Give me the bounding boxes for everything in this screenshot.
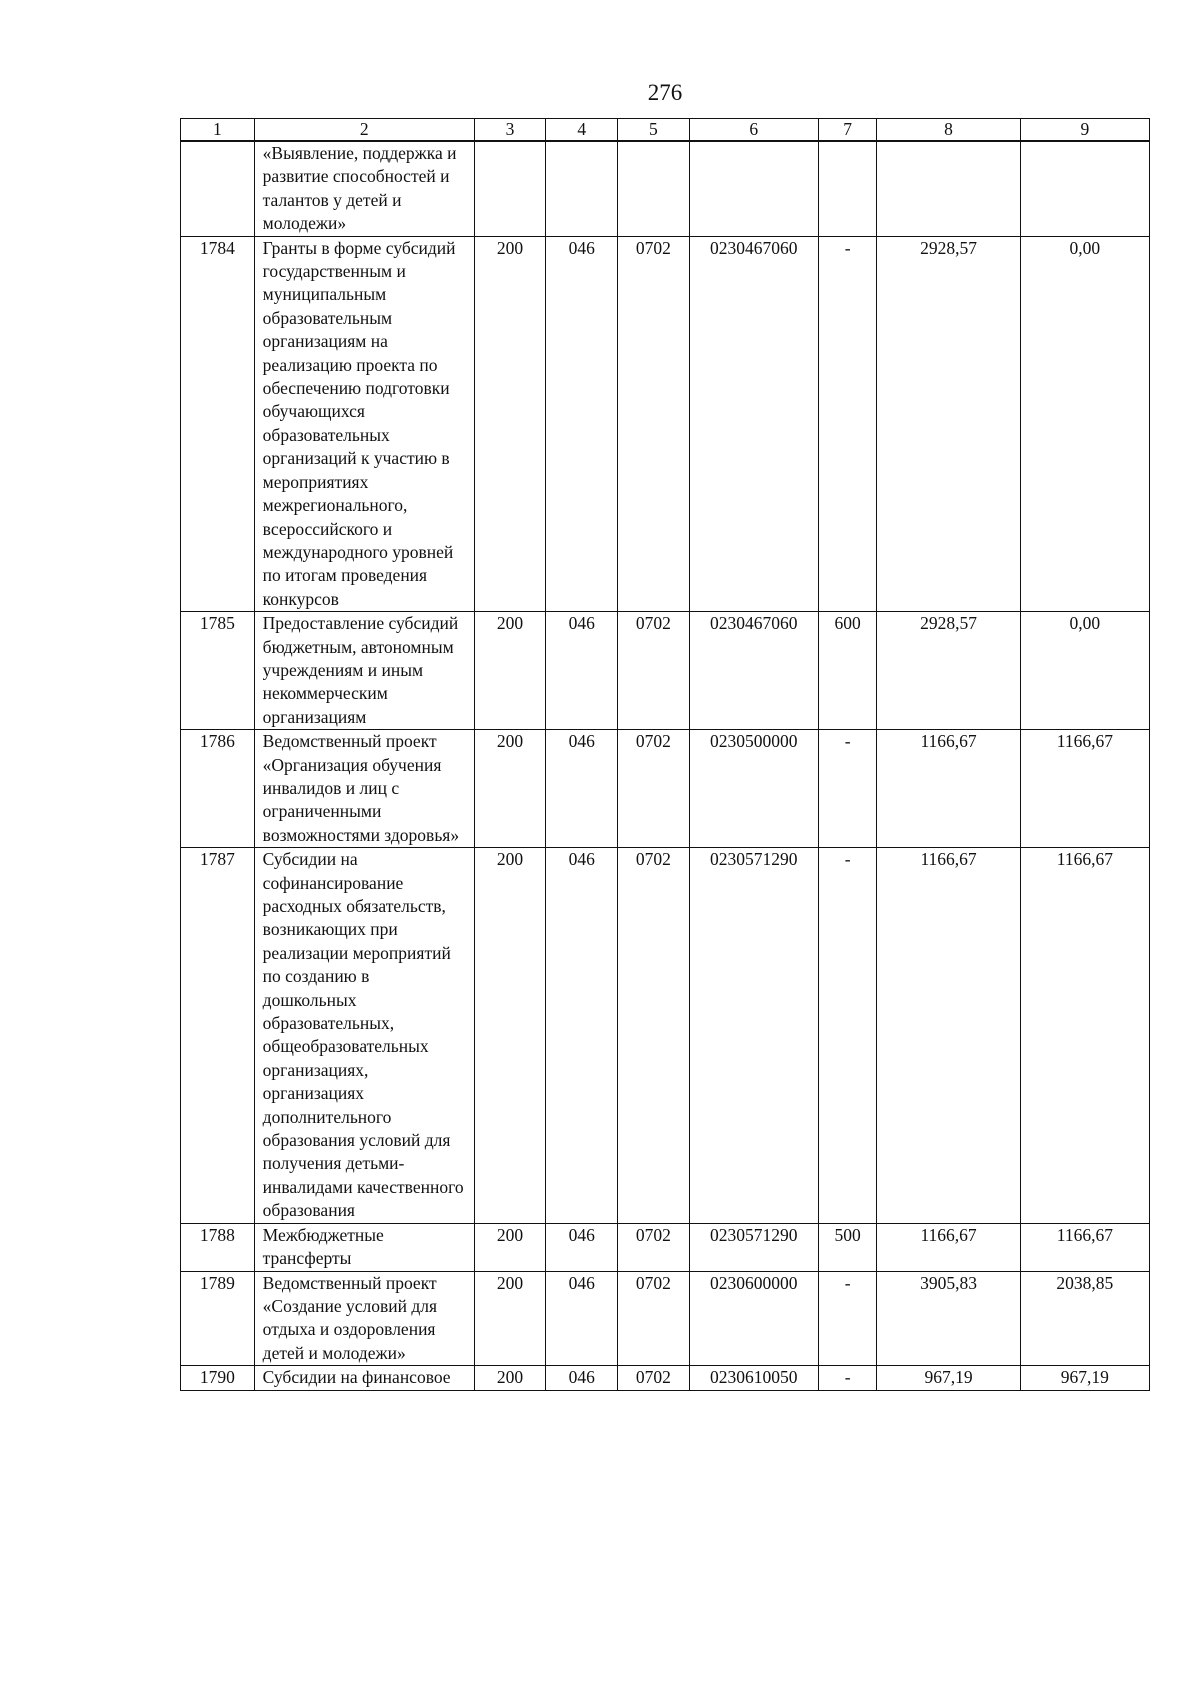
cell-col5: 0702 [618, 1271, 690, 1366]
cell-col3: 200 [474, 1223, 546, 1271]
col-header-1: 1 [181, 119, 255, 142]
cell-col4: 046 [546, 612, 618, 730]
cell-col6 [689, 141, 818, 236]
row-description: Межбюджетные трансферты [254, 1223, 474, 1271]
cell-col9 [1020, 141, 1149, 236]
cell-col4: 046 [546, 730, 618, 848]
row-number: 1788 [181, 1223, 255, 1271]
cell-col6: 0230500000 [689, 730, 818, 848]
cell-col4: 046 [546, 236, 618, 612]
cell-col9: 2038,85 [1020, 1271, 1149, 1366]
cell-col6: 0230467060 [689, 236, 818, 612]
cell-col3: 200 [474, 848, 546, 1224]
table-row [181, 236, 1150, 612]
cell-col9: 967,19 [1020, 1366, 1149, 1390]
cell-col8: 2928,57 [877, 236, 1020, 612]
cell-col4: 046 [546, 848, 618, 1224]
budget-table [180, 118, 1150, 1391]
cell-col5: 0702 [618, 1223, 690, 1271]
col-header-8: 8 [877, 119, 1020, 142]
header-row [181, 119, 1150, 142]
cell-col8: 967,19 [877, 1366, 1020, 1390]
row-description: Ведомственный проект «Организация обучения инвалидов и лиц с ограниченными возможностями здоровья» [254, 730, 474, 848]
row-number: 1789 [181, 1271, 255, 1366]
cell-col8: 2928,57 [877, 612, 1020, 730]
cell-col3: 200 [474, 1366, 546, 1390]
cell-col5: 0702 [618, 612, 690, 730]
cell-col7: - [818, 236, 877, 612]
row-number: 1785 [181, 612, 255, 730]
cell-col3: 200 [474, 236, 546, 612]
cell-col3 [474, 141, 546, 236]
table-row [181, 612, 1150, 730]
col-header-6: 6 [689, 119, 818, 142]
row-description: Гранты в форме субсидий государственным и муниципальным образовательным организациям на реализацию проекта по обеспечению подготовки обучающихся образовательных организаций к участию в мероприятиях межрегионального, всероссийского и международного уровней по итогам проведения конкурсов [254, 236, 474, 612]
table-row [181, 1366, 1150, 1390]
cell-col7: 600 [818, 612, 877, 730]
cell-col4 [546, 141, 618, 236]
table-row [181, 730, 1150, 848]
row-number: 1787 [181, 848, 255, 1224]
cell-col8: 1166,67 [877, 848, 1020, 1224]
cell-col5: 0702 [618, 236, 690, 612]
col-header-2: 2 [254, 119, 474, 142]
cell-col6: 0230571290 [689, 1223, 818, 1271]
cell-col7 [818, 141, 877, 236]
cell-col5: 0702 [618, 1366, 690, 1390]
cell-col9: 0,00 [1020, 612, 1149, 730]
cell-col7: 500 [818, 1223, 877, 1271]
cell-col7: - [818, 848, 877, 1224]
cell-col8: 1166,67 [877, 1223, 1020, 1271]
cell-col6: 0230610050 [689, 1366, 818, 1390]
row-description: Субсидии на софинансирование расходных обязательств, возникающих при реализации мероприятий по созданию в дошкольных образовательных, общеобразовательных организациях, организациях дополнительного образования условий для получения детьми-инвалидами качественного образования [254, 848, 474, 1224]
cell-col9: 0,00 [1020, 236, 1149, 612]
col-header-9: 9 [1020, 119, 1149, 142]
table-row [181, 1223, 1150, 1271]
col-header-7: 7 [818, 119, 877, 142]
table-row [181, 141, 1150, 236]
cell-col8: 3905,83 [877, 1271, 1020, 1366]
cell-col7: - [818, 730, 877, 848]
cell-col9: 1166,67 [1020, 1223, 1149, 1271]
row-description: Субсидии на финансовое [254, 1366, 474, 1390]
cell-col8 [877, 141, 1020, 236]
table-row [181, 848, 1150, 1224]
cell-col4: 046 [546, 1223, 618, 1271]
cell-col6: 0230600000 [689, 1271, 818, 1366]
cell-col5: 0702 [618, 848, 690, 1224]
cell-col3: 200 [474, 1271, 546, 1366]
table-row [181, 1271, 1150, 1366]
cell-col4: 046 [546, 1366, 618, 1390]
cell-col9: 1166,67 [1020, 730, 1149, 848]
page-number: 276 [647, 80, 683, 105]
cell-col5: 0702 [618, 730, 690, 848]
cell-col3: 200 [474, 612, 546, 730]
cell-col7: - [818, 1271, 877, 1366]
cell-col7: - [818, 1366, 877, 1390]
cell-col4: 046 [546, 1271, 618, 1366]
row-description: «Выявление, поддержка и развитие способностей и талантов у детей и молодежи» [254, 141, 474, 236]
col-header-5: 5 [618, 119, 690, 142]
row-number: 1786 [181, 730, 255, 848]
cell-col3: 200 [474, 730, 546, 848]
cell-col6: 0230571290 [689, 848, 818, 1224]
row-number [181, 141, 255, 236]
row-number: 1790 [181, 1366, 255, 1390]
cell-col6: 0230467060 [689, 612, 818, 730]
col-header-4: 4 [546, 119, 618, 142]
row-number: 1784 [181, 236, 255, 612]
cell-col9: 1166,67 [1020, 848, 1149, 1224]
col-header-3: 3 [474, 119, 546, 142]
cell-col5 [618, 141, 690, 236]
row-description: Предоставление субсидий бюджетным, автономным учреждениям и иным некоммерческим организациям [254, 612, 474, 730]
cell-col8: 1166,67 [877, 730, 1020, 848]
row-description: Ведомственный проект «Создание условий для отдыха и оздоровления детей и молодежи» [254, 1271, 474, 1366]
